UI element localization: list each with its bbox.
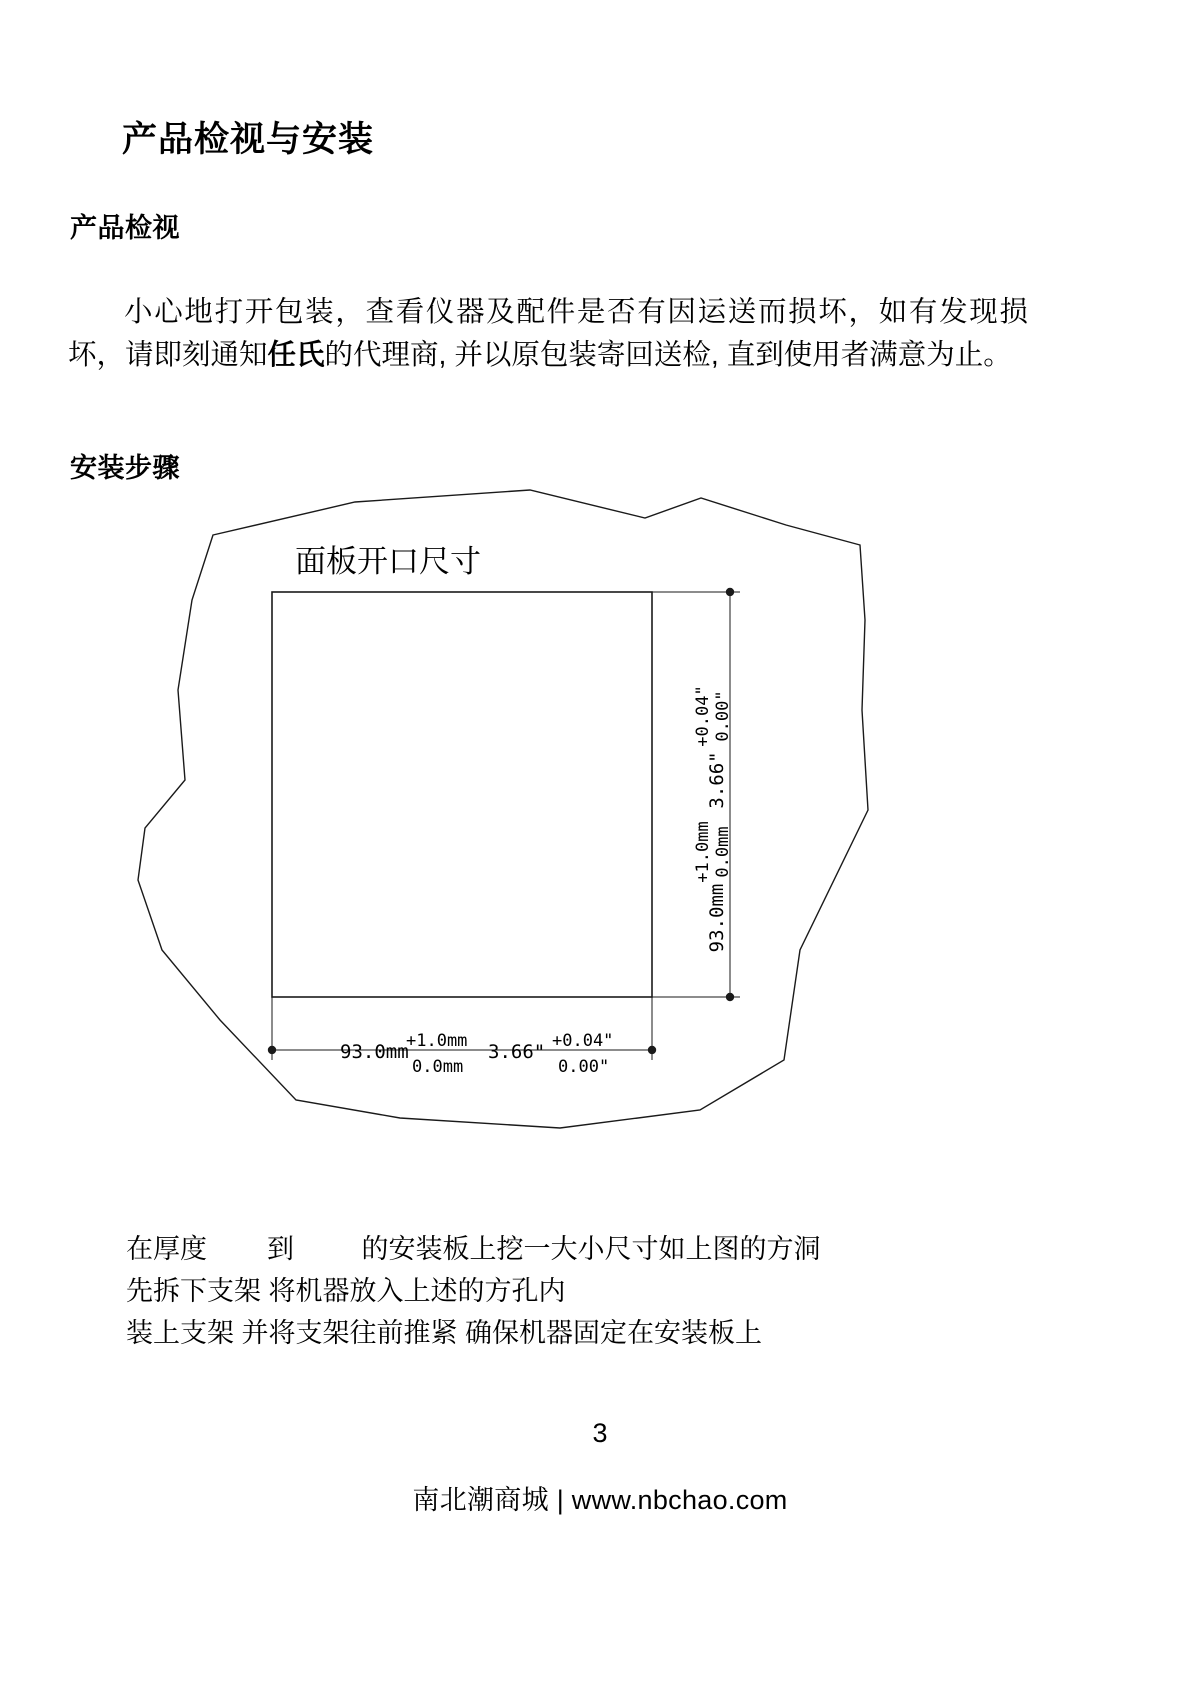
section-heading-inspection: 产品检视 <box>70 213 180 244</box>
horizontal-imperial-value: 3.66" <box>488 1041 546 1063</box>
vertical-metric-tolerance-lower: 0.0mm <box>713 826 733 878</box>
installation-step-line: 在厚度 到 的安装板上挖一大小尺寸如上图的方洞 <box>126 1234 821 1264</box>
diagram-caption: 面板开口尺寸 <box>295 544 481 579</box>
cutout-rectangle <box>272 592 652 997</box>
paragraph-brand-name: 任氏 <box>267 338 325 371</box>
installation-step-line: 先拆下支架 将机器放入上述的方孔内 <box>126 1276 566 1307</box>
vertical-imperial-value: 3.66" <box>706 751 728 809</box>
horizontal-metric-value: 93.0mm <box>340 1041 409 1063</box>
footer-source: 南北潮商城 | www.nbchao.com <box>412 1485 788 1515</box>
panel-cutout-drawing <box>100 480 920 1160</box>
horizontal-metric-tolerance-upper: +1.0mm <box>406 1031 468 1051</box>
vertical-metric-group <box>706 884 728 953</box>
vertical-metric-tolerance-upper: +1.0mm <box>693 821 713 883</box>
vertical-metric-value: 93.0mm <box>706 883 728 953</box>
horizontal-imperial-tolerance-lower: 0.00" <box>558 1057 610 1077</box>
vertical-metric-tol-lower-group <box>713 826 733 877</box>
horizontal-imperial-tolerance-upper: +0.04" <box>552 1031 614 1051</box>
vertical-dim-dot-top <box>726 588 734 596</box>
vertical-imperial-tol-upper-group <box>693 685 713 746</box>
section-heading-steps: 安装步骤 <box>70 453 180 484</box>
vertical-metric-tol-upper-group <box>693 821 713 882</box>
horizontal-metric-tolerance-lower: 0.0mm <box>412 1057 464 1077</box>
paragraph-text-before-bold: 小心地打开包装，查看仪器及配件是否有因运送而损坏，如有发现损坏，请即刻通知 <box>68 295 1028 371</box>
horizontal-dim-dot-right <box>648 1046 656 1054</box>
vertical-imperial-tolerance-lower: 0.00" <box>713 690 733 742</box>
vertical-imperial-group <box>706 751 728 808</box>
paragraph-text-after-bold: 的代理商, 并以原包装寄回送检, 直到使用者满意为止。 <box>324 338 1012 371</box>
vertical-imperial-tolerance-upper: +0.04" <box>693 685 713 747</box>
vertical-imperial-tol-lower-group <box>713 690 733 741</box>
panel-cutout-diagram <box>100 480 920 1160</box>
page-number: 3 <box>592 1418 608 1448</box>
installation-steps-list <box>126 1228 1026 1354</box>
page-title: 产品检视与安装 <box>122 120 375 160</box>
vertical-dim-dot-bottom <box>726 993 734 1001</box>
horizontal-dim-dot-left <box>268 1046 276 1054</box>
inspection-paragraph <box>68 291 1028 378</box>
installation-step-line: 装上支架 并将支架往前推紧 确保机器固定在安装板上 <box>126 1318 763 1349</box>
